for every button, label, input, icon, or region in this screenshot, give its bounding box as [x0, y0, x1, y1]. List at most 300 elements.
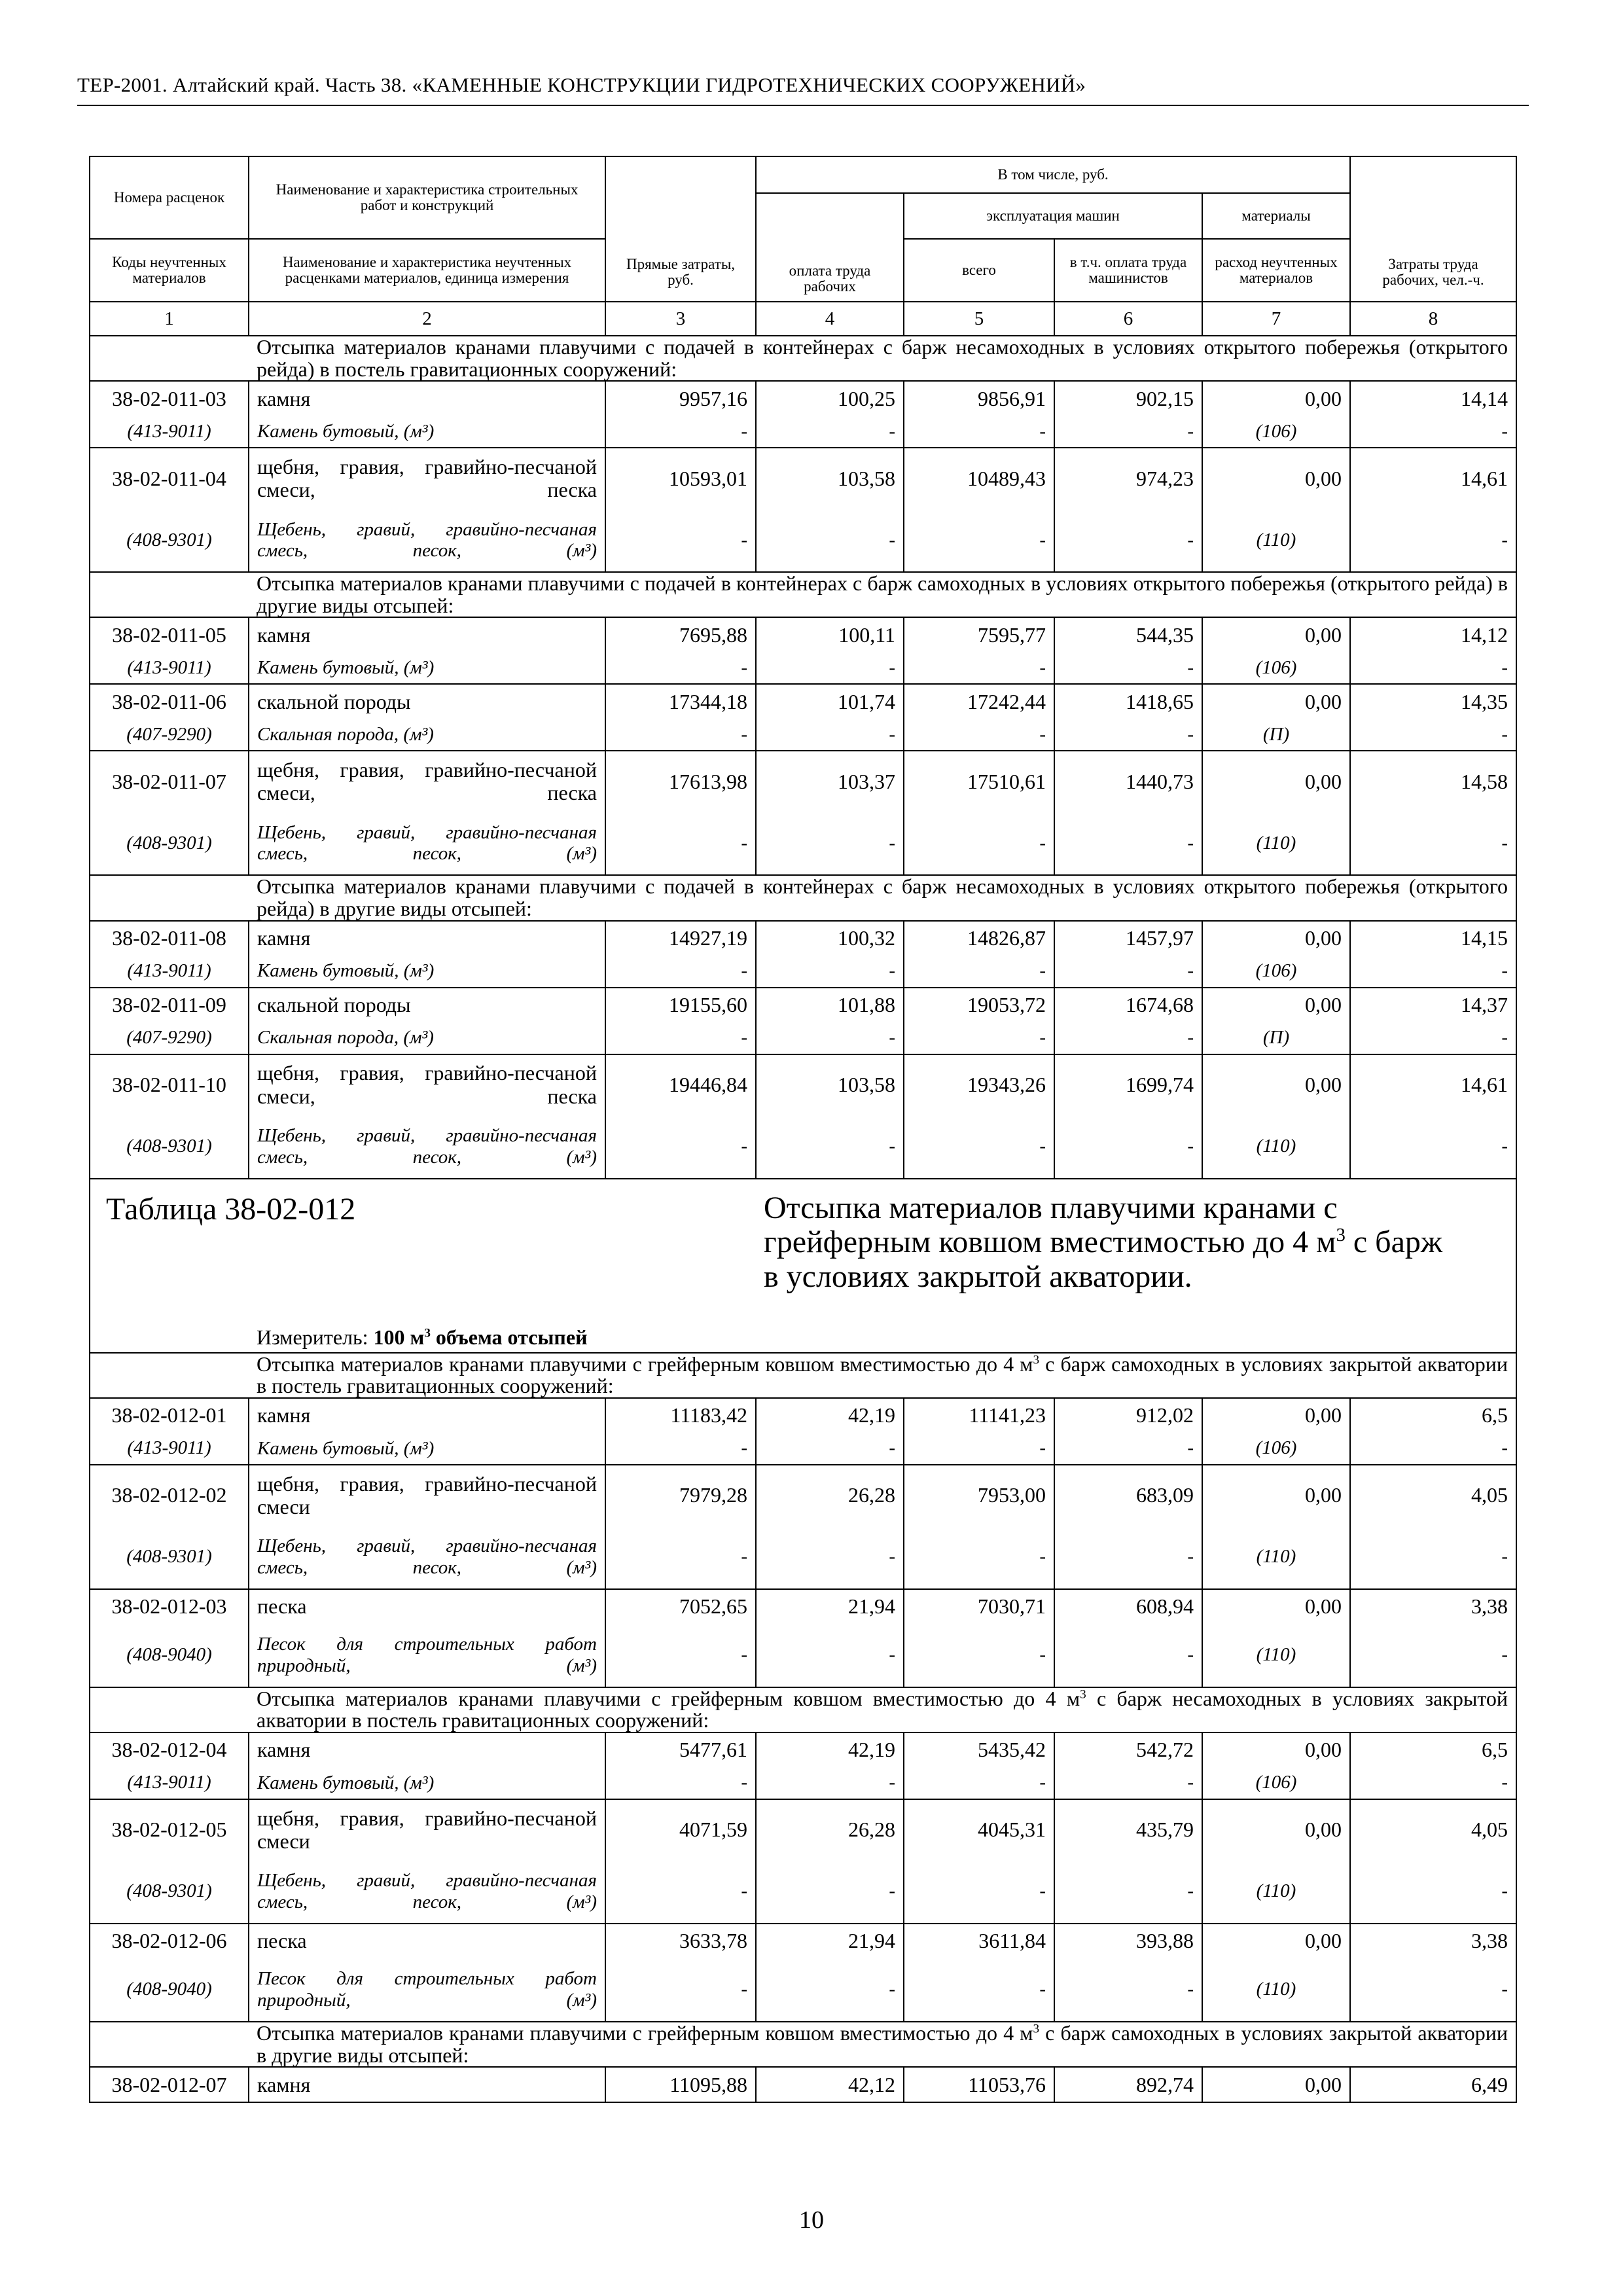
material-code: (413-9011)	[90, 652, 249, 684]
material-row	[90, 509, 1516, 572]
machine-labor-cost: 393,88	[1054, 1924, 1202, 1958]
work-name: скальной породы	[249, 684, 605, 719]
material-code: (408-9040)	[90, 1624, 249, 1687]
material-code: (413-9011)	[90, 956, 249, 988]
rate-code: 38-02-012-03	[90, 1589, 249, 1624]
section-spacer	[90, 1353, 249, 1398]
labor-hours: 6,49	[1350, 2067, 1516, 2102]
labor-hours: 14,15	[1350, 921, 1516, 956]
empty-dash: -	[1350, 1433, 1516, 1465]
empty-dash: -	[904, 812, 1054, 875]
direct-cost: 19155,60	[605, 988, 756, 1022]
empty-dash: -	[904, 1860, 1054, 1924]
empty-dash: -	[1350, 1958, 1516, 2022]
labor-cost: 103,58	[756, 448, 904, 509]
column-number: 7	[1202, 302, 1350, 336]
material-quantity: (110)	[1202, 1860, 1350, 1924]
column-number: 1	[90, 302, 249, 336]
materials-cost: 0,00	[1202, 448, 1350, 509]
labor-hours: 3,38	[1350, 1924, 1516, 1958]
materials-cost: 0,00	[1202, 2067, 1350, 2102]
empty-dash: -	[1054, 416, 1202, 448]
section-spacer	[90, 1687, 249, 1732]
header-group: В том числе, руб.	[756, 156, 1350, 193]
machine-cost: 17510,61	[904, 751, 1054, 812]
empty-dash: -	[605, 956, 756, 988]
empty-dash: -	[904, 719, 1054, 751]
rate-row	[90, 684, 1516, 719]
rate-row	[90, 381, 1516, 416]
rate-row	[90, 1589, 1516, 1624]
material-code: (413-9011)	[90, 1433, 249, 1465]
rate-code: 38-02-012-04	[90, 1732, 249, 1767]
work-name: щебня, гравия, гравийно-песчаной смеси, песка	[249, 448, 605, 509]
empty-dash: -	[756, 1526, 904, 1589]
material-name: Песок для строительных работ природный, (м³)	[249, 1958, 605, 2022]
labor-cost: 21,94	[756, 1924, 904, 1958]
direct-cost: 19446,84	[605, 1054, 756, 1115]
header-col5: всего	[904, 239, 1054, 302]
labor-hours: 6,5	[1350, 1398, 1516, 1433]
empty-dash: -	[605, 416, 756, 448]
rate-code: 38-02-011-08	[90, 921, 249, 956]
header-divider	[77, 105, 1529, 106]
rate-code: 38-02-012-01	[90, 1398, 249, 1433]
rate-row	[90, 2067, 1516, 2102]
direct-cost: 7695,88	[605, 617, 756, 652]
material-quantity: (110)	[1202, 509, 1350, 572]
empty-dash: -	[1350, 719, 1516, 751]
labor-hours: 14,61	[1350, 1054, 1516, 1115]
section-heading: Отсыпка материалов кранами плавучими с подачей в контейнерах с барж несамоходных в условиях открытого побережья (открытого рейда) в постель гравитационных сооружений:	[249, 336, 1516, 381]
material-name: Скальная порода, (м³)	[249, 719, 605, 751]
material-name: Камень бутовый, (м³)	[249, 416, 605, 448]
materials-cost: 0,00	[1202, 684, 1350, 719]
section-spacer	[90, 572, 249, 617]
work-name: камня	[249, 1732, 605, 1767]
empty-dash: -	[605, 1022, 756, 1054]
rate-row	[90, 1732, 1516, 1767]
machine-cost: 10489,43	[904, 448, 1054, 509]
section-heading: Отсыпка материалов кранами плавучими с подачей в контейнерах с барж самоходных в условиях открытого побережья (открытого рейда) в другие виды отсыпей:	[249, 572, 1516, 617]
labor-cost: 100,11	[756, 617, 904, 652]
empty-dash: -	[756, 1767, 904, 1799]
materials-cost: 0,00	[1202, 1732, 1350, 1767]
materials-cost: 0,00	[1202, 988, 1350, 1022]
empty-dash: -	[904, 509, 1054, 572]
work-name: щебня, гравия, гравийно-песчаной смеси, песка	[249, 1054, 605, 1115]
rate-code: 38-02-011-03	[90, 381, 249, 416]
labor-hours: 14,61	[1350, 448, 1516, 509]
header-machines: эксплуатация машин	[904, 193, 1202, 239]
work-name: скальной породы	[249, 988, 605, 1022]
measure-unit: Измеритель: 100 $м^3$ объема отсыпей	[249, 1323, 756, 1353]
rate-code: 38-02-011-05	[90, 617, 249, 652]
material-row	[90, 416, 1516, 448]
machine-cost: 19343,26	[904, 1054, 1054, 1115]
machine-cost: 7030,71	[904, 1589, 1054, 1624]
machine-cost: 9856,91	[904, 381, 1054, 416]
material-name: Камень бутовый, (м³)	[249, 956, 605, 988]
empty-dash: -	[756, 509, 904, 572]
machine-cost: 19053,72	[904, 988, 1054, 1022]
material-quantity: (П)	[1202, 1022, 1350, 1054]
material-row	[90, 1526, 1516, 1589]
column-number: 5	[904, 302, 1054, 336]
machine-labor-cost: 544,35	[1054, 617, 1202, 652]
empty-dash: -	[756, 1115, 904, 1179]
material-name: Щебень, гравий, гравийно-песчаная смесь, песок, (м³)	[249, 1526, 605, 1589]
labor-cost: 21,94	[756, 1589, 904, 1624]
rate-code: 38-02-012-06	[90, 1924, 249, 1958]
material-row	[90, 956, 1516, 988]
material-quantity: (110)	[1202, 1624, 1350, 1687]
header-col2-top: Наименование и характеристика строительных работ и конструкций	[249, 156, 605, 239]
labor-cost: 42,19	[756, 1398, 904, 1433]
table-title-block	[90, 1179, 1516, 1323]
machine-labor-cost: 974,23	[1054, 448, 1202, 509]
material-name: Песок для строительных работ природный, (м³)	[249, 1624, 605, 1687]
machine-labor-cost: 1457,97	[1054, 921, 1202, 956]
empty-dash: -	[904, 652, 1054, 684]
material-row	[90, 1767, 1516, 1799]
empty-dash: -	[904, 1624, 1054, 1687]
material-quantity: (106)	[1202, 416, 1350, 448]
material-row	[90, 1433, 1516, 1465]
material-quantity: (106)	[1202, 956, 1350, 988]
empty-dash: -	[605, 1624, 756, 1687]
labor-cost: 42,19	[756, 1732, 904, 1767]
empty-dash: -	[605, 1767, 756, 1799]
section-heading: Отсыпка материалов кранами плавучими с подачей в контейнерах с барж несамоходных в условиях открытого побережья (открытого рейда) в другие виды отсыпей:	[249, 875, 1516, 920]
empty-dash: -	[904, 1767, 1054, 1799]
rate-row	[90, 1924, 1516, 1958]
material-row	[90, 1860, 1516, 1924]
labor-cost: 100,25	[756, 381, 904, 416]
material-quantity: (110)	[1202, 812, 1350, 875]
labor-hours: 14,37	[1350, 988, 1516, 1022]
material-name: Щебень, гравий, гравийно-песчаная смесь, песок, (м³)	[249, 1115, 605, 1179]
empty-dash: -	[1350, 509, 1516, 572]
empty-dash: -	[1350, 1624, 1516, 1687]
rate-code: 38-02-011-09	[90, 988, 249, 1022]
empty-dash: -	[756, 1958, 904, 2022]
direct-cost: 17613,98	[605, 751, 756, 812]
page-header: ТЕР-2001. Алтайский край. Часть 38. «КАМЕННЫЕ КОНСТРУКЦИИ ГИДРОТЕХНИЧЕСКИХ СООРУЖЕНИЙ»	[77, 73, 1086, 96]
title-spacer	[90, 1323, 249, 1353]
machine-labor-cost: 912,02	[1054, 1398, 1202, 1433]
labor-cost: 26,28	[756, 1465, 904, 1526]
empty-dash: -	[605, 719, 756, 751]
empty-dash: -	[1054, 1767, 1202, 1799]
material-row	[90, 1022, 1516, 1054]
work-name: щебня, гравия, гравийно-песчаной смеси	[249, 1799, 605, 1860]
work-name: камня	[249, 2067, 605, 2102]
empty-dash: -	[1054, 1526, 1202, 1589]
empty-dash: -	[904, 1433, 1054, 1465]
labor-cost: 101,88	[756, 988, 904, 1022]
empty-dash: -	[904, 956, 1054, 988]
material-code: (413-9011)	[90, 416, 249, 448]
empty-dash: -	[1350, 1115, 1516, 1179]
empty-dash: -	[904, 416, 1054, 448]
rate-row	[90, 1799, 1516, 1860]
material-name: Щебень, гравий, гравийно-песчаная смесь, песок, (м³)	[249, 812, 605, 875]
materials-cost: 0,00	[1202, 1054, 1350, 1115]
direct-cost: 11095,88	[605, 2067, 756, 2102]
empty-dash: -	[756, 1433, 904, 1465]
machine-cost: 5435,42	[904, 1732, 1054, 1767]
materials-cost: 0,00	[1202, 1799, 1350, 1860]
empty-dash: -	[1054, 1022, 1202, 1054]
material-code: (408-9301)	[90, 1115, 249, 1179]
material-name: Камень бутовый, (м³)	[249, 1433, 605, 1465]
empty-dash: -	[1350, 956, 1516, 988]
material-quantity: (110)	[1202, 1526, 1350, 1589]
column-number: 6	[1054, 302, 1202, 336]
rate-row	[90, 1398, 1516, 1433]
work-name: песка	[249, 1924, 605, 1958]
material-quantity: (П)	[1202, 719, 1350, 751]
materials-cost: 0,00	[1202, 921, 1350, 956]
rate-row	[90, 448, 1516, 509]
work-name: камня	[249, 1398, 605, 1433]
empty-dash: -	[1350, 812, 1516, 875]
empty-dash: -	[756, 1022, 904, 1054]
machine-cost: 17242,44	[904, 684, 1054, 719]
machine-labor-cost: 1418,65	[1054, 684, 1202, 719]
empty-dash: -	[1350, 416, 1516, 448]
empty-dash: -	[605, 812, 756, 875]
material-quantity: (110)	[1202, 1115, 1350, 1179]
material-code: (408-9040)	[90, 1958, 249, 2022]
empty-dash: -	[1054, 509, 1202, 572]
empty-dash: -	[1054, 719, 1202, 751]
empty-dash: -	[756, 1860, 904, 1924]
table-number: Таблица 38-02-012	[90, 1179, 756, 1323]
empty-dash: -	[1054, 956, 1202, 988]
labor-cost: 26,28	[756, 1799, 904, 1860]
header-col8: Затраты труда рабочих, чел.-ч.	[1350, 156, 1516, 302]
materials-cost: 0,00	[1202, 1924, 1350, 1958]
rate-row	[90, 751, 1516, 812]
direct-cost: 14927,19	[605, 921, 756, 956]
empty-dash: -	[1350, 1767, 1516, 1799]
material-quantity: (106)	[1202, 1433, 1350, 1465]
empty-dash: -	[756, 719, 904, 751]
empty-dash: -	[605, 1433, 756, 1465]
header-col1-bottom: Коды неучтенных материалов	[90, 239, 249, 302]
header-col1-top: Номера расценок	[90, 156, 249, 239]
rate-code: 38-02-011-07	[90, 751, 249, 812]
header-col3: Прямые затраты, руб.	[605, 156, 756, 302]
direct-cost: 10593,01	[605, 448, 756, 509]
machine-labor-cost: 542,72	[1054, 1732, 1202, 1767]
labor-hours: 14,35	[1350, 684, 1516, 719]
labor-cost: 103,58	[756, 1054, 904, 1115]
section-heading: Отсыпка материалов кранами плавучими с грейферным ковшом вместимостью до 4 $м^3$ с барж самоходных в условиях закрытой акватории в другие виды отсыпей:	[249, 2022, 1516, 2067]
material-code: (413-9011)	[90, 1767, 249, 1799]
labor-hours: 3,38	[1350, 1589, 1516, 1624]
materials-cost: 0,00	[1202, 617, 1350, 652]
rate-code: 38-02-012-05	[90, 1799, 249, 1860]
column-number: 3	[605, 302, 756, 336]
materials-cost: 0,00	[1202, 1465, 1350, 1526]
material-code: (408-9301)	[90, 1860, 249, 1924]
machine-cost: 11053,76	[904, 2067, 1054, 2102]
rate-code: 38-02-012-02	[90, 1465, 249, 1526]
rate-row	[90, 1465, 1516, 1526]
material-quantity: (110)	[1202, 1958, 1350, 2022]
material-quantity: (106)	[1202, 652, 1350, 684]
work-name: щебня, гравия, гравийно-песчаной смеси, песка	[249, 751, 605, 812]
empty-dash: -	[756, 812, 904, 875]
rates-table	[89, 156, 1517, 2103]
empty-dash: -	[1054, 1115, 1202, 1179]
empty-dash: -	[605, 652, 756, 684]
empty-dash: -	[1054, 1860, 1202, 1924]
machine-labor-cost: 1440,73	[1054, 751, 1202, 812]
labor-cost: 103,37	[756, 751, 904, 812]
empty-dash: -	[904, 1115, 1054, 1179]
rate-row	[90, 988, 1516, 1022]
material-code: (408-9301)	[90, 509, 249, 572]
empty-dash: -	[1350, 652, 1516, 684]
material-name: Щебень, гравий, гравийно-песчаная смесь, песок, (м³)	[249, 1860, 605, 1924]
measure-label: Измеритель:	[257, 1325, 368, 1349]
materials-cost: 0,00	[1202, 1398, 1350, 1433]
labor-cost: 42,12	[756, 2067, 904, 2102]
work-name: камня	[249, 617, 605, 652]
labor-hours: 4,05	[1350, 1465, 1516, 1526]
rate-code: 38-02-011-10	[90, 1054, 249, 1115]
direct-cost: 7979,28	[605, 1465, 756, 1526]
column-number: 2	[249, 302, 605, 336]
section-heading: Отсыпка материалов кранами плавучими с грейферным ковшом вместимостью до 4 $м^3$ с барж несамоходных в условиях закрытой акватории в постель гравитационных сооружений:	[249, 1687, 1516, 1732]
header-col2-bottom: Наименование и характеристика неучтенных расценками материалов, единица измерения	[249, 239, 605, 302]
direct-cost: 9957,16	[605, 381, 756, 416]
empty-dash: -	[1054, 1624, 1202, 1687]
column-number: 4	[756, 302, 904, 336]
material-code: (407-9290)	[90, 1022, 249, 1054]
machine-labor-cost: 892,74	[1054, 2067, 1202, 2102]
empty-dash: -	[756, 1624, 904, 1687]
machine-cost: 7595,77	[904, 617, 1054, 652]
empty-dash: -	[904, 1526, 1054, 1589]
direct-cost: 4071,59	[605, 1799, 756, 1860]
labor-cost: 101,74	[756, 684, 904, 719]
empty-dash: -	[605, 509, 756, 572]
labor-hours: 14,58	[1350, 751, 1516, 812]
machine-labor-cost: 435,79	[1054, 1799, 1202, 1860]
material-code: (407-9290)	[90, 719, 249, 751]
material-quantity: (106)	[1202, 1767, 1350, 1799]
material-row	[90, 1115, 1516, 1179]
empty-dash: -	[605, 1958, 756, 2022]
section-spacer	[90, 336, 249, 381]
empty-dash: -	[1350, 1860, 1516, 1924]
direct-cost: 3633,78	[605, 1924, 756, 1958]
empty-dash: -	[1054, 1433, 1202, 1465]
column-number: 8	[1350, 302, 1516, 336]
material-row	[90, 812, 1516, 875]
machine-labor-cost: 683,09	[1054, 1465, 1202, 1526]
empty-dash: -	[904, 1958, 1054, 2022]
material-row	[90, 1624, 1516, 1687]
table-description: Отсыпка материалов плавучими кранами с грейферным ковшом вместимостью до 4 $м^3$ с барж в условиях закрытой акватории.	[756, 1179, 1516, 1353]
empty-dash: -	[1350, 1022, 1516, 1054]
section-heading: Отсыпка материалов кранами плавучими с грейферным ковшом вместимостью до 4 $м^3$ с барж самоходных в условиях закрытой акватории в постель гравитационных сооружений:	[249, 1353, 1516, 1398]
rate-code: 38-02-011-06	[90, 684, 249, 719]
empty-dash: -	[605, 1115, 756, 1179]
rate-code: 38-02-012-07	[90, 2067, 249, 2102]
header-col4: оплата труда рабочих	[756, 193, 904, 302]
material-name: Камень бутовый, (м³)	[249, 1767, 605, 1799]
header-col6: в т.ч. оплата труда машинистов	[1054, 239, 1202, 302]
work-name: песка	[249, 1589, 605, 1624]
material-row	[90, 652, 1516, 684]
rate-code: 38-02-011-04	[90, 448, 249, 509]
labor-cost: 100,32	[756, 921, 904, 956]
empty-dash: -	[904, 1022, 1054, 1054]
empty-dash: -	[756, 652, 904, 684]
header-col7: расход неучтенных материалов	[1202, 239, 1350, 302]
material-row	[90, 1958, 1516, 2022]
work-name: щебня, гравия, гравийно-песчаной смеси	[249, 1465, 605, 1526]
machine-labor-cost: 608,94	[1054, 1589, 1202, 1624]
rate-row	[90, 617, 1516, 652]
labor-hours: 4,05	[1350, 1799, 1516, 1860]
section-spacer	[90, 2022, 249, 2067]
labor-hours: 6,5	[1350, 1732, 1516, 1767]
rate-row	[90, 1054, 1516, 1115]
page-number: 10	[799, 2206, 824, 2234]
direct-cost: 17344,18	[605, 684, 756, 719]
direct-cost: 11183,42	[605, 1398, 756, 1433]
machine-cost: 4045,31	[904, 1799, 1054, 1860]
materials-cost: 0,00	[1202, 751, 1350, 812]
empty-dash: -	[605, 1526, 756, 1589]
machine-labor-cost: 1674,68	[1054, 988, 1202, 1022]
empty-dash: -	[605, 1860, 756, 1924]
work-name: камня	[249, 381, 605, 416]
labor-hours: 14,12	[1350, 617, 1516, 652]
header-materials: материалы	[1202, 193, 1350, 239]
machine-labor-cost: 902,15	[1054, 381, 1202, 416]
direct-cost: 7052,65	[605, 1589, 756, 1624]
empty-dash: -	[1054, 1958, 1202, 2022]
materials-cost: 0,00	[1202, 1589, 1350, 1624]
material-code: (408-9301)	[90, 812, 249, 875]
section-spacer	[90, 875, 249, 920]
rate-row	[90, 921, 1516, 956]
machine-cost: 11141,23	[904, 1398, 1054, 1433]
material-name: Щебень, гравий, гравийно-песчаная смесь, песок, (м³)	[249, 509, 605, 572]
machine-cost: 14826,87	[904, 921, 1054, 956]
labor-hours: 14,14	[1350, 381, 1516, 416]
material-code: (408-9301)	[90, 1526, 249, 1589]
material-row	[90, 719, 1516, 751]
material-name: Скальная порода, (м³)	[249, 1022, 605, 1054]
materials-cost: 0,00	[1202, 381, 1350, 416]
empty-dash: -	[756, 956, 904, 988]
work-name: камня	[249, 921, 605, 956]
empty-dash: -	[1054, 812, 1202, 875]
empty-dash: -	[1350, 1526, 1516, 1589]
empty-dash: -	[756, 416, 904, 448]
machine-cost: 3611,84	[904, 1924, 1054, 1958]
material-name: Камень бутовый, (м³)	[249, 652, 605, 684]
